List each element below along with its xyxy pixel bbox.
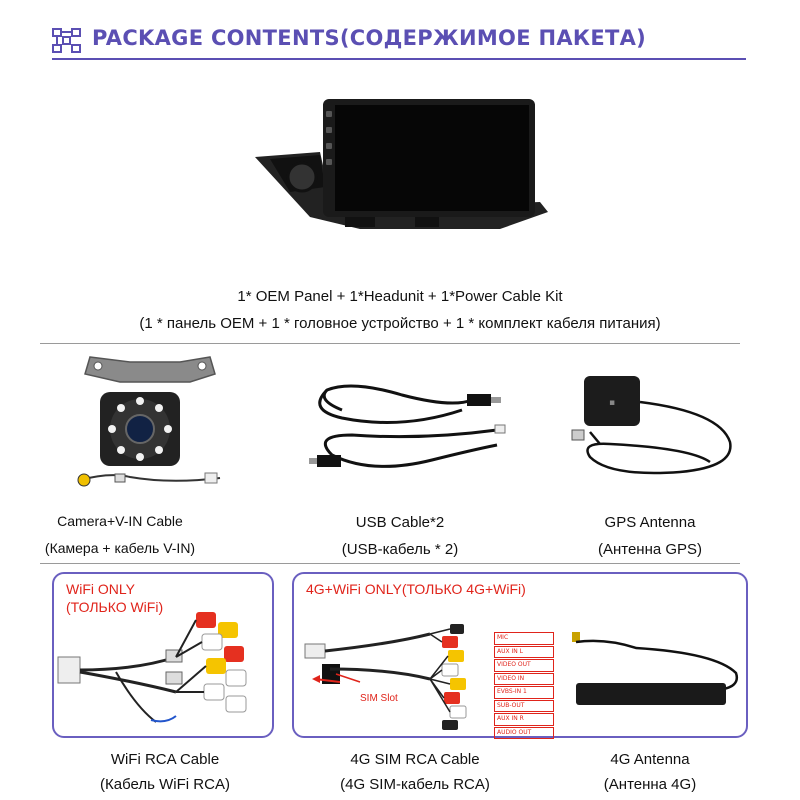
page-title: PACKAGE CONTENTS(СОДЕРЖИМОЕ ПАКЕТА) [92,26,647,50]
headunit-panel-image [250,97,550,237]
gps-label: GPS Antenna [604,514,696,531]
connector-tag: AUX IN R [494,713,554,726]
camera-image [70,352,240,502]
svg-text:▪: ▪ [608,398,616,408]
main-item-caption [0,285,800,335]
wifi-only-tag [66,580,163,616]
camera-label-ru: (Камера + кабель V-IN) [44,540,196,556]
fourg-wifi-tag: 4G+WiFi ONLY(ТОЛЬКО 4G+WiFi) [306,581,526,597]
section-divider-top [40,343,740,344]
wifi-rca-caption [60,748,270,796]
connector-tag-list [494,632,554,739]
fourg-antenna-image [566,628,746,718]
usb-caption [300,511,500,561]
main-item-line-ru: (1 * панель OEM + 1 * головное устройство + 1 * комплект кабеля питания) [139,315,661,332]
fourg-antenna-caption [560,748,740,796]
usb-label: USB Cable*2 [355,514,445,531]
package-grid-icon [52,28,82,54]
fourg-antenna-label: 4G Antenna [610,751,690,768]
connector-tag: AUDIO OUT [494,727,554,740]
fourg-sim-rca-caption [300,748,530,796]
camera-label: Camera+V-IN Cable [57,513,183,529]
connector-tag: AUX IN L [494,646,554,659]
fourg-sim-rca-label-ru: (4G SIM-кабель RCA) [340,776,490,793]
fourg-sim-rca-label: 4G SIM RCA Cable [350,751,480,768]
usb-label-ru: (USB-кабель * 2) [341,541,459,558]
wifi-rca-cable-image [56,612,266,732]
connector-tag: EVBS-IN 1 [494,686,554,699]
fourg-antenna-label-ru: (Антенна 4G) [603,776,697,793]
section-divider-bottom [40,563,740,564]
wifi-rca-label: WiFi RCA Cable [110,751,220,768]
wifi-rca-label-ru: (Кабель WiFi RCA) [100,776,230,793]
connector-tag: SUB-OUT [494,700,554,713]
sim-slot-label: SIM Slot [360,693,398,704]
connector-tag: VIDEO IN [494,673,554,686]
usb-cable-image [312,380,512,480]
main-item-line-en: 1* OEM Panel + 1*Headunit + 1*Power Cable Kit [237,288,563,305]
gps-label-ru: (Антенна GPS) [597,541,703,558]
wifi-only-tag-line2: (ТОЛЬКО WiFi) [66,599,164,615]
wifi-only-tag-line1: WiFi ONLY [66,581,135,597]
gps-caption [550,511,750,561]
gps-antenna-image [570,372,740,492]
camera-caption [20,510,220,560]
header-divider [52,58,746,60]
connector-tag: VIDEO OUT [494,659,554,672]
connector-tag: MIC [494,632,554,645]
